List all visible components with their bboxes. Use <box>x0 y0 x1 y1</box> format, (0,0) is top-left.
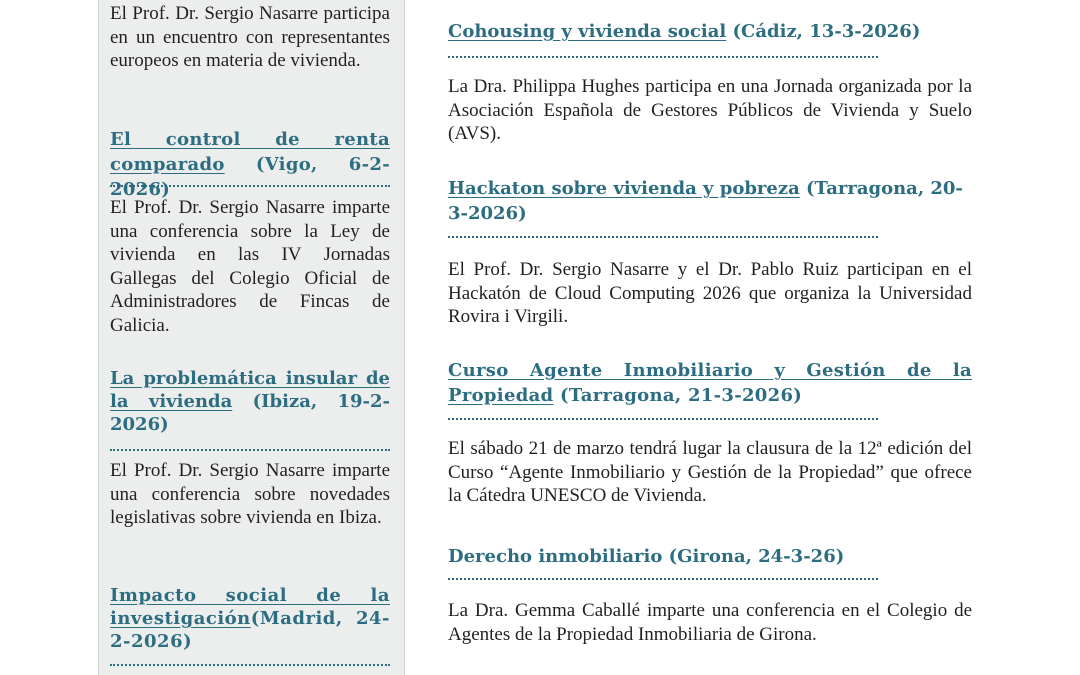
news-item-place-date: (Cádiz, 13-3-2026) <box>726 21 921 42</box>
news-item-body: El Prof. Dr. Sergio Nasarre y el Dr. Pablo Ruiz participan en el Hackatón de Cloud Computing 2026 que organiza la Universidad Rovira i Virgili. <box>448 259 972 327</box>
dotted-divider <box>110 185 390 187</box>
news-item-place-date: (Tarragona, 21-3-2026) <box>553 385 803 406</box>
news-item-title <box>448 358 972 408</box>
news-item-place-date: (Tarragona, 20-3-2026) <box>448 178 963 224</box>
sidebar-item-body: El Prof. Dr. Sergio Nasarre participa en un encuentro con representantes europeos en materia de vivienda. <box>110 3 390 71</box>
dotted-divider <box>110 449 390 451</box>
news-item-link[interactable]: Curso Agente Inmobiliario y Gestión de la Propiedad <box>448 360 972 406</box>
sidebar-item-body: El Prof. Dr. Sergio Nasarre imparte una conferencia sobre la Ley de vivienda en las IV Jornadas Gallegas del Colegio Oficial de Administradores de Fincas de Galicia. <box>110 197 390 336</box>
news-item-body: La Dra. Gemma Caballé imparte una conferencia en el Colegio de Agentes de la Propiedad Inmobiliaria de Girona. <box>448 600 972 645</box>
sidebar-item-body: El Prof. Dr. Sergio Nasarre imparte una conferencia sobre novedades legislativas sobre vivienda en Ibiza. <box>110 460 390 528</box>
sidebar-item-title <box>110 584 390 653</box>
dotted-divider <box>448 56 878 58</box>
sidebar-item-place-date: (Madrid, 24-2-2026) <box>110 608 390 652</box>
news-item-place-date: Derecho inmobiliario (Girona, 24-3-26) <box>448 546 845 567</box>
sidebar-item-place-date: (Ibiza, 19-2-2026) <box>110 391 390 435</box>
sidebar-item-link[interactable]: Impacto social de la investigación <box>110 585 390 629</box>
sidebar-item-link[interactable]: La problemática insular de la vivienda <box>110 368 390 412</box>
news-item-title <box>448 544 972 569</box>
news-item-title <box>448 19 972 44</box>
dotted-divider <box>110 664 390 666</box>
news-item-body: La Dra. Philippa Hughes participa en una Jornada organizada por la Asociación Española de Gestores Públicos de Vivienda y Suelo (AVS). <box>448 76 972 144</box>
dotted-divider <box>448 578 878 580</box>
sidebar-item-place-date: (Vigo, 6-2-2026) <box>110 154 390 200</box>
sidebar-item-title <box>110 367 390 436</box>
sidebar-item-title <box>110 127 390 202</box>
news-item-title <box>448 176 972 226</box>
news-item-link[interactable]: Hackaton sobre vivienda y pobreza <box>448 178 800 199</box>
news-item-link[interactable]: Cohousing y vivienda social <box>448 21 727 42</box>
dotted-divider <box>448 418 878 420</box>
news-item-body: El sábado 21 de marzo tendrá lugar la clausura de la 12ª edición del Curso “Agente Inmobiliario y Gestión de la Propiedad” que ofrece la Cátedra UNESCO de Vivienda. <box>448 438 972 506</box>
dotted-divider <box>448 236 878 238</box>
sidebar-panel <box>98 0 405 675</box>
sidebar-item-link[interactable]: El control de renta comparado <box>110 129 390 175</box>
